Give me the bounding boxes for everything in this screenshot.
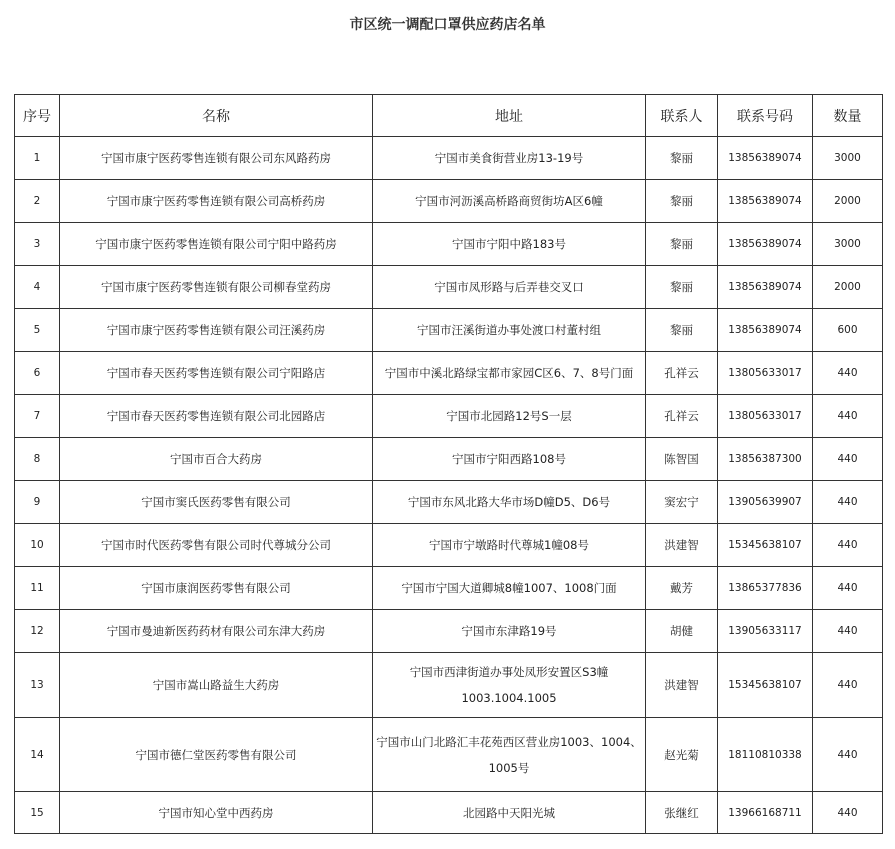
cell-address: 宁国市北园路12号S一层 [373, 395, 646, 438]
cell-name: 宁国市康润医药零售有限公司 [60, 567, 373, 610]
cell-quantity: 440 [813, 610, 883, 653]
table-row [15, 309, 883, 352]
cell-contact: 孔祥云 [646, 395, 718, 438]
cell-name: 宁国市康宁医药零售连锁有限公司宁阳中路药房 [60, 223, 373, 266]
cell-phone: 13805633017 [718, 395, 813, 438]
cell-phone: 13856389074 [718, 137, 813, 180]
cell-quantity: 3000 [813, 137, 883, 180]
table-header-row [15, 95, 883, 137]
header-contact: 联系人 [646, 95, 718, 137]
cell-address: 宁国市宁阳中路183号 [373, 223, 646, 266]
cell-contact: 洪建智 [646, 524, 718, 567]
cell-seq: 12 [15, 610, 60, 653]
cell-seq: 15 [15, 792, 60, 834]
cell-phone: 13856389074 [718, 223, 813, 266]
cell-name: 宁国市康宁医药零售连锁有限公司汪溪药房 [60, 309, 373, 352]
table-row [15, 610, 883, 653]
cell-quantity: 600 [813, 309, 883, 352]
cell-name: 宁国市春天医药零售连锁有限公司北园路店 [60, 395, 373, 438]
cell-address: 宁国市美食街营业房13-19号 [373, 137, 646, 180]
cell-name: 宁国市知心堂中西药房 [60, 792, 373, 834]
header-seq: 序号 [15, 95, 60, 137]
cell-seq: 5 [15, 309, 60, 352]
cell-phone: 13856389074 [718, 180, 813, 223]
cell-contact: 窦宏宁 [646, 481, 718, 524]
cell-address: 宁国市凤形路与后弄巷交叉口 [373, 266, 646, 309]
cell-address: 宁国市中溪北路绿宝都市家园C区6、7、8号门面 [373, 352, 646, 395]
header-name: 名称 [60, 95, 373, 137]
table-row [15, 567, 883, 610]
cell-quantity: 440 [813, 352, 883, 395]
cell-seq: 1 [15, 137, 60, 180]
cell-seq: 4 [15, 266, 60, 309]
cell-seq: 8 [15, 438, 60, 481]
cell-quantity: 440 [813, 438, 883, 481]
cell-quantity: 440 [813, 395, 883, 438]
cell-quantity: 3000 [813, 223, 883, 266]
cell-quantity: 2000 [813, 180, 883, 223]
cell-name: 宁国市德仁堂医药零售有限公司 [60, 718, 373, 792]
cell-quantity: 2000 [813, 266, 883, 309]
table-row [15, 352, 883, 395]
cell-phone: 13805633017 [718, 352, 813, 395]
table-row [15, 438, 883, 481]
cell-contact: 胡健 [646, 610, 718, 653]
cell-contact: 张继红 [646, 792, 718, 834]
header-address: 地址 [373, 95, 646, 137]
cell-address: 宁国市山门北路汇丰花苑西区营业房1003、1004、1005号 [373, 718, 646, 792]
table-row [15, 524, 883, 567]
cell-name: 宁国市康宁医药零售连锁有限公司柳春堂药房 [60, 266, 373, 309]
cell-phone: 15345638107 [718, 524, 813, 567]
cell-address: 宁国市宁阳西路108号 [373, 438, 646, 481]
cell-quantity: 440 [813, 718, 883, 792]
cell-quantity: 440 [813, 792, 883, 834]
cell-phone: 13856389074 [718, 266, 813, 309]
cell-address: 宁国市东风北路大华市场D幢D5、D6号 [373, 481, 646, 524]
cell-address: 宁国市宁墩路时代尊城1幢08号 [373, 524, 646, 567]
cell-quantity: 440 [813, 481, 883, 524]
cell-seq: 10 [15, 524, 60, 567]
cell-seq: 9 [15, 481, 60, 524]
cell-name: 宁国市窦氏医药零售有限公司 [60, 481, 373, 524]
cell-phone: 13905633117 [718, 610, 813, 653]
cell-name: 宁国市时代医药零售有限公司时代尊城分公司 [60, 524, 373, 567]
cell-phone: 18110810338 [718, 718, 813, 792]
cell-contact: 洪建智 [646, 653, 718, 718]
cell-contact: 戴芳 [646, 567, 718, 610]
cell-phone: 15345638107 [718, 653, 813, 718]
cell-contact: 孔祥云 [646, 352, 718, 395]
cell-contact: 黎丽 [646, 180, 718, 223]
cell-address: 宁国市东津路19号 [373, 610, 646, 653]
table-row [15, 718, 883, 792]
cell-contact: 赵光菊 [646, 718, 718, 792]
table-row [15, 137, 883, 180]
table-row [15, 395, 883, 438]
cell-contact: 黎丽 [646, 309, 718, 352]
cell-name: 宁国市春天医药零售连锁有限公司宁阳路店 [60, 352, 373, 395]
cell-quantity: 440 [813, 567, 883, 610]
header-phone: 联系号码 [718, 95, 813, 137]
table-row [15, 180, 883, 223]
cell-phone: 13966168711 [718, 792, 813, 834]
cell-seq: 2 [15, 180, 60, 223]
cell-quantity: 440 [813, 653, 883, 718]
table-row [15, 792, 883, 834]
table-row [15, 653, 883, 718]
cell-address: 宁国市宁国大道卿城8幢1007、1008门面 [373, 567, 646, 610]
cell-address: 宁国市西津街道办事处凤形安置区S3幢1003.1004.1005 [373, 653, 646, 718]
pharmacy-table [14, 94, 883, 834]
cell-address: 宁国市汪溪街道办事处渡口村董村组 [373, 309, 646, 352]
cell-seq: 7 [15, 395, 60, 438]
cell-seq: 11 [15, 567, 60, 610]
cell-name: 宁国市康宁医药零售连锁有限公司高桥药房 [60, 180, 373, 223]
cell-phone: 13856389074 [718, 309, 813, 352]
table-row [15, 223, 883, 266]
cell-name: 宁国市康宁医药零售连锁有限公司东风路药房 [60, 137, 373, 180]
cell-seq: 14 [15, 718, 60, 792]
cell-quantity: 440 [813, 524, 883, 567]
cell-seq: 6 [15, 352, 60, 395]
cell-phone: 13865377836 [718, 567, 813, 610]
cell-seq: 3 [15, 223, 60, 266]
table-row [15, 481, 883, 524]
cell-name: 宁国市百合大药房 [60, 438, 373, 481]
cell-name: 宁国市曼迪新医药药材有限公司东津大药房 [60, 610, 373, 653]
cell-address: 宁国市河沥溪高桥路商贸街坊A区6幢 [373, 180, 646, 223]
cell-seq: 13 [15, 653, 60, 718]
cell-contact: 黎丽 [646, 223, 718, 266]
cell-phone: 13905639907 [718, 481, 813, 524]
cell-address: 北园路中天阳光城 [373, 792, 646, 834]
cell-contact: 黎丽 [646, 266, 718, 309]
cell-name: 宁国市嵩山路益生大药房 [60, 653, 373, 718]
header-quantity: 数量 [813, 95, 883, 137]
cell-contact: 陈智国 [646, 438, 718, 481]
table-row [15, 266, 883, 309]
cell-contact: 黎丽 [646, 137, 718, 180]
cell-phone: 13856387300 [718, 438, 813, 481]
page-title: 市区统一调配口罩供应药店名单 [349, 17, 546, 33]
